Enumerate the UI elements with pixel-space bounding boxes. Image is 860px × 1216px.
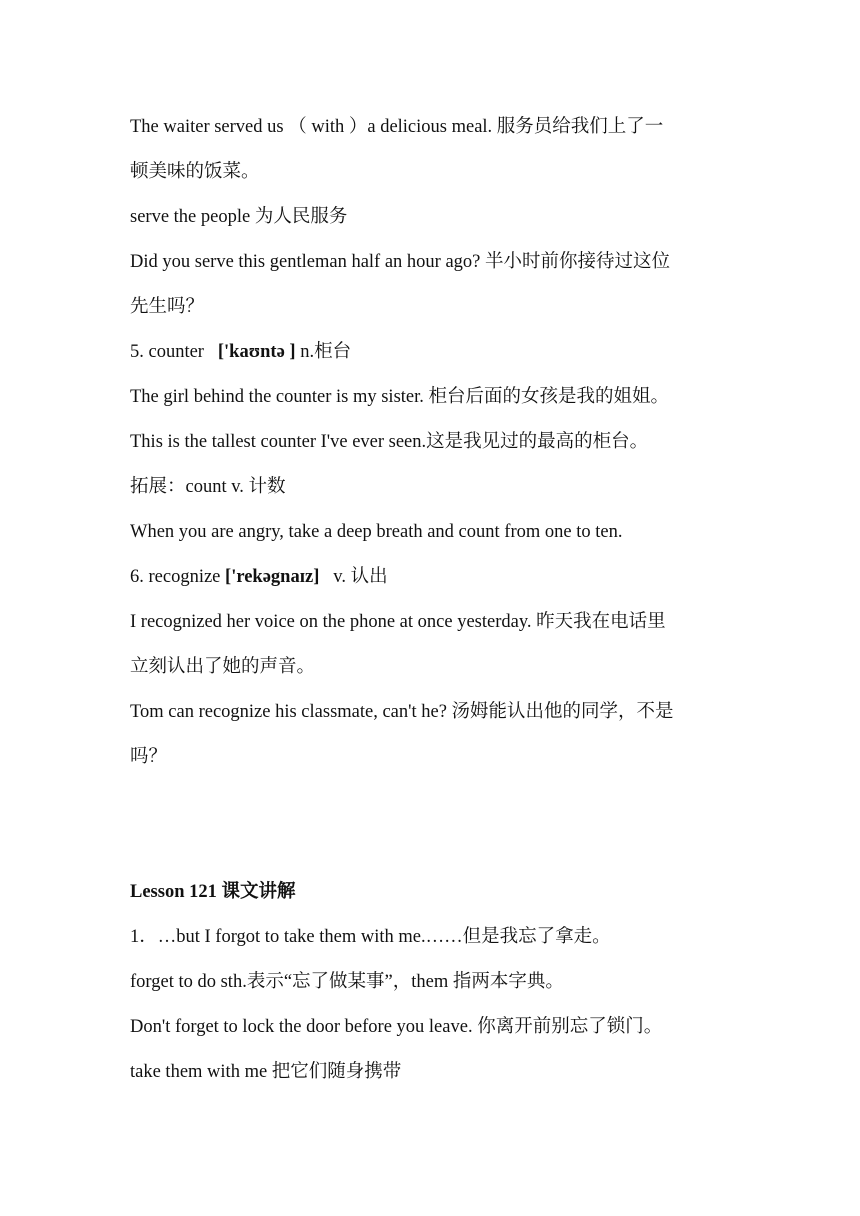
vocab-entry-counter bbox=[130, 340, 351, 364]
definition-counter: n.柜台 bbox=[300, 342, 352, 362]
text-line-take-them-with-me: take them with me 把它们随身携带 bbox=[130, 1062, 402, 1082]
text-line-recognize-example-1-end: 立刻认出了她的声音。 bbox=[130, 657, 316, 677]
vocab-word-recognize: 6. recognize bbox=[130, 567, 221, 587]
text-line-serve-gentleman-translation-end: 先生吗？ bbox=[130, 297, 205, 317]
text-line-forget-to-do: forget to do sth.表示“忘了做某事”，them 指两本字典。 bbox=[130, 972, 564, 992]
text-line-counter-example-2: This is the tallest counter I've ever seen.这是我见过的最高的柜台。 bbox=[130, 432, 649, 452]
vocab-word-counter: 5. counter bbox=[130, 342, 204, 362]
text-line-recognize-example-2-end: 吗？ bbox=[130, 747, 168, 767]
phonetic-counter: ['kaʊntə ] bbox=[217, 342, 296, 362]
phonetic-recognize: ['rekəgnaɪz] bbox=[225, 567, 320, 587]
text-line-count-example: When you are angry, take a deep breath and count from one to ten. bbox=[130, 522, 623, 542]
vocab-entry-recognize bbox=[130, 565, 388, 589]
text-line-serve-people: serve the people 为人民服务 bbox=[130, 207, 348, 227]
text-line-waiter-sentence: The waiter served us （ with ）a delicious meal. 服务员给我们上了一 bbox=[130, 117, 664, 137]
text-line-recognize-example-2: Tom can recognize his classmate, can't he? 汤姆能认出他的同学，不是 bbox=[130, 702, 674, 722]
text-line-counter-example-1: The girl behind the counter is my sister. 柜台后面的女孩是我的姐姐。 bbox=[130, 387, 670, 407]
text-line-recognize-example-1: I recognized her voice on the phone at once yesterday. 昨天我在电话里 bbox=[130, 612, 666, 632]
text-line-serve-gentleman: Did you serve this gentleman half an hour ago? 半小时前你接待过这位 bbox=[130, 252, 670, 272]
text-line-lesson-point-1: 1．…but I forgot to take them with me.……但是我忘了拿走。 bbox=[130, 927, 611, 947]
text-line-count-extension: 拓展：count v. 计数 bbox=[130, 477, 286, 497]
section-heading-lesson-121: Lesson 121 课文讲解 bbox=[130, 882, 296, 902]
text-line-lock-door: Don't forget to lock the door before you leave. 你离开前别忘了锁门。 bbox=[130, 1017, 663, 1037]
text-line-waiter-translation-end: 顿美味的饭菜。 bbox=[130, 162, 260, 182]
definition-recognize: v. 认出 bbox=[333, 567, 388, 587]
